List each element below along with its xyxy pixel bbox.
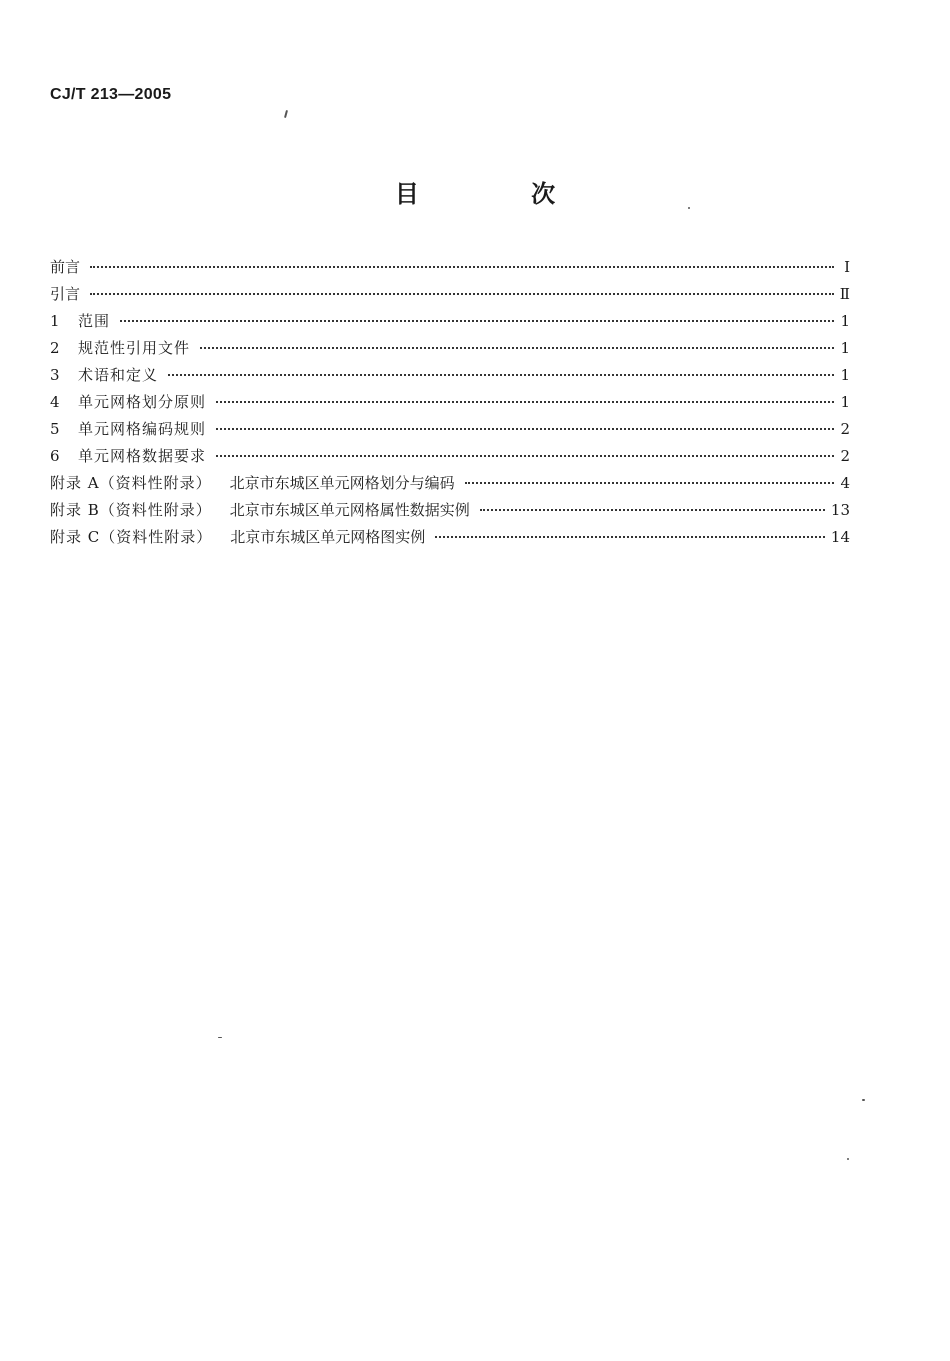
toc-entry-page: 13 bbox=[830, 501, 850, 519]
scan-speck bbox=[218, 1037, 222, 1038]
toc-entry-label: 前言 bbox=[50, 258, 81, 276]
toc-leader-dots bbox=[120, 320, 834, 322]
scan-speck bbox=[862, 1099, 865, 1101]
scan-speck bbox=[688, 207, 690, 209]
toc-entry-page: 1 bbox=[840, 312, 850, 330]
toc-appendix-label: 附录 B（资料性附录） bbox=[50, 501, 212, 519]
toc-entry-number: 5 bbox=[50, 420, 60, 438]
toc-entry[interactable] bbox=[50, 337, 850, 364]
toc-entry-page: 14 bbox=[830, 528, 850, 546]
toc-entry[interactable] bbox=[50, 310, 850, 337]
toc-entry-number: 2 bbox=[50, 339, 60, 357]
toc-entry-label: 范围 bbox=[78, 312, 111, 330]
toc-entry-page: Ⅰ bbox=[844, 258, 850, 276]
toc-entry-page: 2 bbox=[840, 447, 850, 465]
scan-speck bbox=[847, 1158, 849, 1160]
toc-appendix-title: 北京市东城区单元网格图实例 bbox=[230, 528, 426, 546]
toc-appendix-label: 附录 A（资料性附录） bbox=[50, 474, 212, 492]
toc-leader-dots bbox=[480, 509, 825, 511]
toc-leader-dots bbox=[216, 455, 834, 457]
toc-entry-label: 单元网格划分原则 bbox=[78, 393, 207, 411]
toc-entry-page: 1 bbox=[840, 366, 850, 384]
toc-appendix-title: 北京市东城区单元网格划分与编码 bbox=[229, 474, 455, 492]
toc-entry-label: 规范性引用文件 bbox=[78, 339, 191, 357]
toc-entry-appendix[interactable] bbox=[50, 499, 850, 526]
toc-leader-dots bbox=[168, 374, 834, 376]
toc-entry-number: 3 bbox=[50, 366, 60, 384]
toc-entry-appendix[interactable] bbox=[50, 526, 850, 553]
toc-leader-dots bbox=[200, 347, 834, 349]
toc-entry-page: 4 bbox=[840, 474, 850, 492]
standard-number: CJ/T 213—2005 bbox=[50, 86, 172, 103]
toc-entry[interactable] bbox=[50, 418, 850, 445]
toc-entry[interactable] bbox=[50, 256, 850, 283]
toc-entry-label: 单元网格编码规则 bbox=[78, 420, 207, 438]
toc-leader-dots bbox=[216, 401, 834, 403]
toc-entry-number: 6 bbox=[50, 447, 60, 465]
toc-entry-number: 4 bbox=[50, 393, 60, 411]
toc-list bbox=[50, 256, 850, 553]
toc-entry[interactable] bbox=[50, 391, 850, 418]
toc-entry-label: 术语和定义 bbox=[78, 366, 159, 384]
toc-leader-dots bbox=[465, 482, 834, 484]
toc-appendix-label: 附录 C（资料性附录） bbox=[50, 528, 213, 546]
toc-entry[interactable] bbox=[50, 445, 850, 472]
toc-entry-page: 1 bbox=[840, 393, 850, 411]
toc-entry-label: 引言 bbox=[50, 285, 81, 303]
scan-speck bbox=[284, 110, 288, 118]
toc-leader-dots bbox=[90, 293, 834, 295]
toc-entry-page: 1 bbox=[840, 339, 850, 357]
toc-leader-dots bbox=[435, 536, 825, 538]
toc-entry[interactable] bbox=[50, 283, 850, 310]
toc-leader-dots bbox=[90, 266, 834, 268]
toc-entry[interactable] bbox=[50, 364, 850, 391]
toc-entry-label: 单元网格数据要求 bbox=[78, 447, 207, 465]
toc-entry-page: 2 bbox=[840, 420, 850, 438]
toc-entry-page: Ⅱ bbox=[839, 285, 850, 303]
toc-entry-number: 1 bbox=[50, 312, 60, 330]
toc-entry-appendix[interactable] bbox=[50, 472, 850, 499]
toc-leader-dots bbox=[216, 428, 834, 430]
toc-appendix-title: 北京市东城区单元网格属性数据实例 bbox=[229, 501, 470, 519]
toc-title: 目 次 bbox=[394, 180, 608, 208]
